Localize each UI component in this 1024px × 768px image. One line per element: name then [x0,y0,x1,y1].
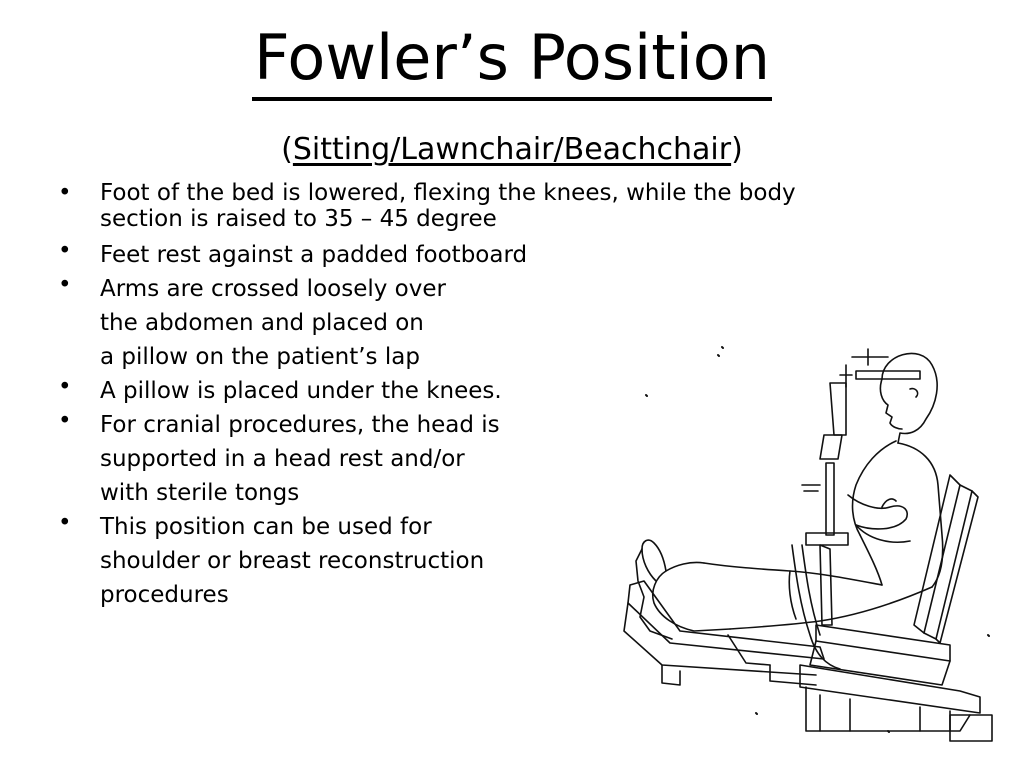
scan-specks [646,347,989,732]
bullet-line: supported in a head rest and/or [100,446,465,472]
bullet-line: section is raised to 35 – 45 degree [100,206,497,232]
fowlers-position-illustration [620,335,1000,745]
bullet-line: shoulder or breast reconstruction [100,548,485,574]
slide-subtitle [0,128,1024,172]
subtitle-open-paren: ( [281,132,293,167]
slide-title-text: Fowler’s Position [252,19,772,101]
bullet-line: the abdomen and placed on [100,310,424,336]
bullet-line: This position can be used for [100,514,432,540]
bullet-line: with sterile tongs [100,480,300,506]
patient-legs [636,540,932,639]
bullet-line: procedures [100,582,229,608]
bullet-line: A pillow is placed under the knees. [100,378,502,404]
bullet-line: a pillow on the patient’s lap [100,344,420,370]
bullet-marker: • [58,272,72,298]
bullet-line: Foot of the bed is lowered, flexing the knees, while the body [100,180,796,206]
bullet-item [58,238,938,272]
subtitle-close-paren: ) [731,132,743,167]
patient-head [880,353,937,443]
head-rest-frame [802,349,920,545]
operating-table [624,475,992,741]
bullet-marker: • [58,374,72,400]
bullet-marker: • [58,238,72,264]
bullet-marker: • [58,180,72,206]
bullet-item [58,180,938,232]
bullet-marker: • [58,510,72,536]
slide-title [0,18,1024,101]
bullet-line: Feet rest against a padded footboard [100,242,528,268]
subtitle-text: Sitting/Lawnchair/Beachchair [292,132,732,167]
bullet-marker: • [58,408,72,434]
bullet-line: Arms are crossed loosely over [100,276,446,302]
bullet-line: For cranial procedures, the head is [100,412,500,438]
safety-strap [792,545,840,669]
